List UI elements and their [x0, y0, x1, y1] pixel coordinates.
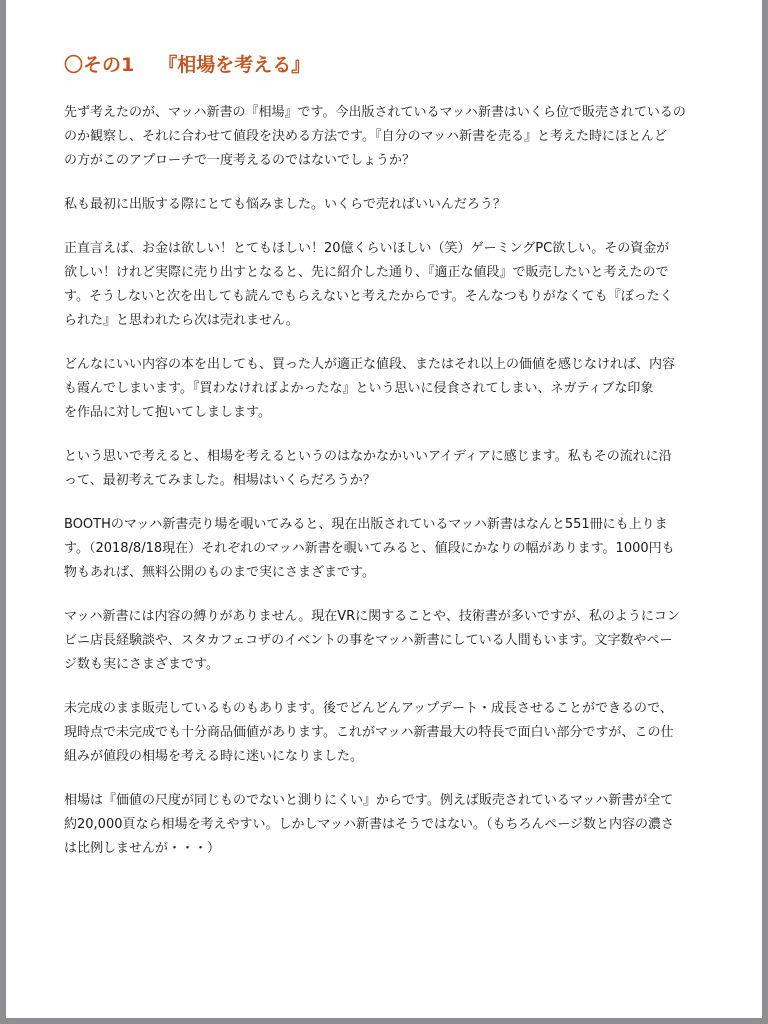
paragraph-line: マッハ新書には内容の縛りがありません。現在VRに関することや、技術書が多いですが、私のようにコン: [64, 608, 680, 624]
paragraph: [64, 353, 718, 425]
paragraph-line: ジ数も実にさまざまです。: [64, 656, 219, 672]
paragraph-line: も霞んでしまいます。『買わなければよかったな』という思いに侵食されてしまい、ネガティブな印象: [64, 380, 654, 396]
paragraph: [64, 513, 718, 585]
paragraph-line: のか観察し、それに合わせて値段を決める方法です。『自分のマッハ新書を売る』と考えた時にほとんど: [64, 128, 667, 144]
paragraph-line: って、最初考えてみました。相場はいくらだろうか？: [64, 472, 376, 488]
paragraph-line: 現時点で未完成でも十分商品価値があります。これがマッハ新書最大の特長で面白い部分ですが、この仕: [64, 724, 674, 740]
paragraph-line: という思いで考えると、相場を考えるというのはなかなかいいアイディアに感じます。私もその流れに沿: [64, 448, 672, 464]
paragraph: [64, 697, 718, 769]
paragraph-line: 相場は『価値の尺度が同じものでないと測りにくい』からです。例えば販売されているマッハ新書が全て: [64, 792, 674, 808]
body-text: [64, 101, 718, 861]
paragraph-line: 物もあれば、無料公開のものまで実にさまざまです。: [64, 564, 375, 580]
paragraph: [64, 789, 718, 861]
paragraph-line: の方がこのアプローチで一度考えるのではないでしょうか？: [64, 152, 416, 168]
paragraph-line: 私も最初に出版する際にとても悩みました。いくらで売ればいいんだろう？: [64, 196, 506, 212]
paragraph-line: 約20,000頁なら相場を考えやすい。しかしマッハ新書はそうではない。（もちろんページ数と内容の濃さ: [64, 816, 674, 832]
paragraph-line: は比例しませんが・・・）: [64, 840, 221, 856]
paragraph: [64, 193, 718, 217]
paragraph-line: す。そうしないと次を出しても読んでもらえないと考えたからです。そんなつもりがなくても『ぼったく: [64, 288, 673, 304]
paragraph: [64, 101, 718, 173]
paragraph-line: 先ず考えたのが、マッハ新書の『相場』です。今出版されているマッハ新書はいくら位で販売されているの: [64, 104, 686, 120]
paragraph-line: BOOTHのマッハ新書売り場を覗いてみると、現在出版されているマッハ新書はなんと551冊にも上りま: [64, 516, 668, 532]
paragraph: [64, 445, 718, 493]
section-heading: [64, 52, 718, 79]
section-title: 『相場を考える』: [158, 54, 311, 76]
paragraph-line: を作品に対して抱いてしまします。: [64, 404, 271, 420]
paragraph-line: 欲しい！けれど実際に売り出すとなると、先に紹介した通り、『適正な値段』で販売したいと考えたので: [64, 264, 669, 280]
paragraph-line: 組みが値段の相場を考える時に迷いになりました。: [64, 748, 364, 764]
paragraph-line: られた』と思われたら次は売れません。: [64, 312, 299, 328]
paragraph-line: す。（2018/8/18現在）それぞれのマッハ新書を覗いてみると、値段にかなりの幅があります。1000円も: [64, 540, 675, 556]
paragraph-line: ビニ店長経験談や、スタカフェコザのイベントの事をマッハ新書にしている人間もいます。文字数やペー: [64, 632, 673, 648]
paragraph: [64, 605, 718, 677]
page-content: [64, 52, 718, 881]
paragraph-line: 未完成のまま販売しているものもあります。後でどんどんアップデート・成長させることができるので、: [64, 700, 673, 716]
paragraph-line: 正直言えば、お金は欲しい！とてもほしい！20億くらいほしい（笑）ゲーミングPC欲しい。その資金が: [64, 240, 670, 256]
paragraph: [64, 237, 718, 333]
section-number: 〇その1: [64, 54, 135, 76]
paragraph-line: どんなにいい内容の本を出しても、買った人が適正な値段、またはそれ以上の価値を感じなければ、内容: [64, 356, 676, 372]
